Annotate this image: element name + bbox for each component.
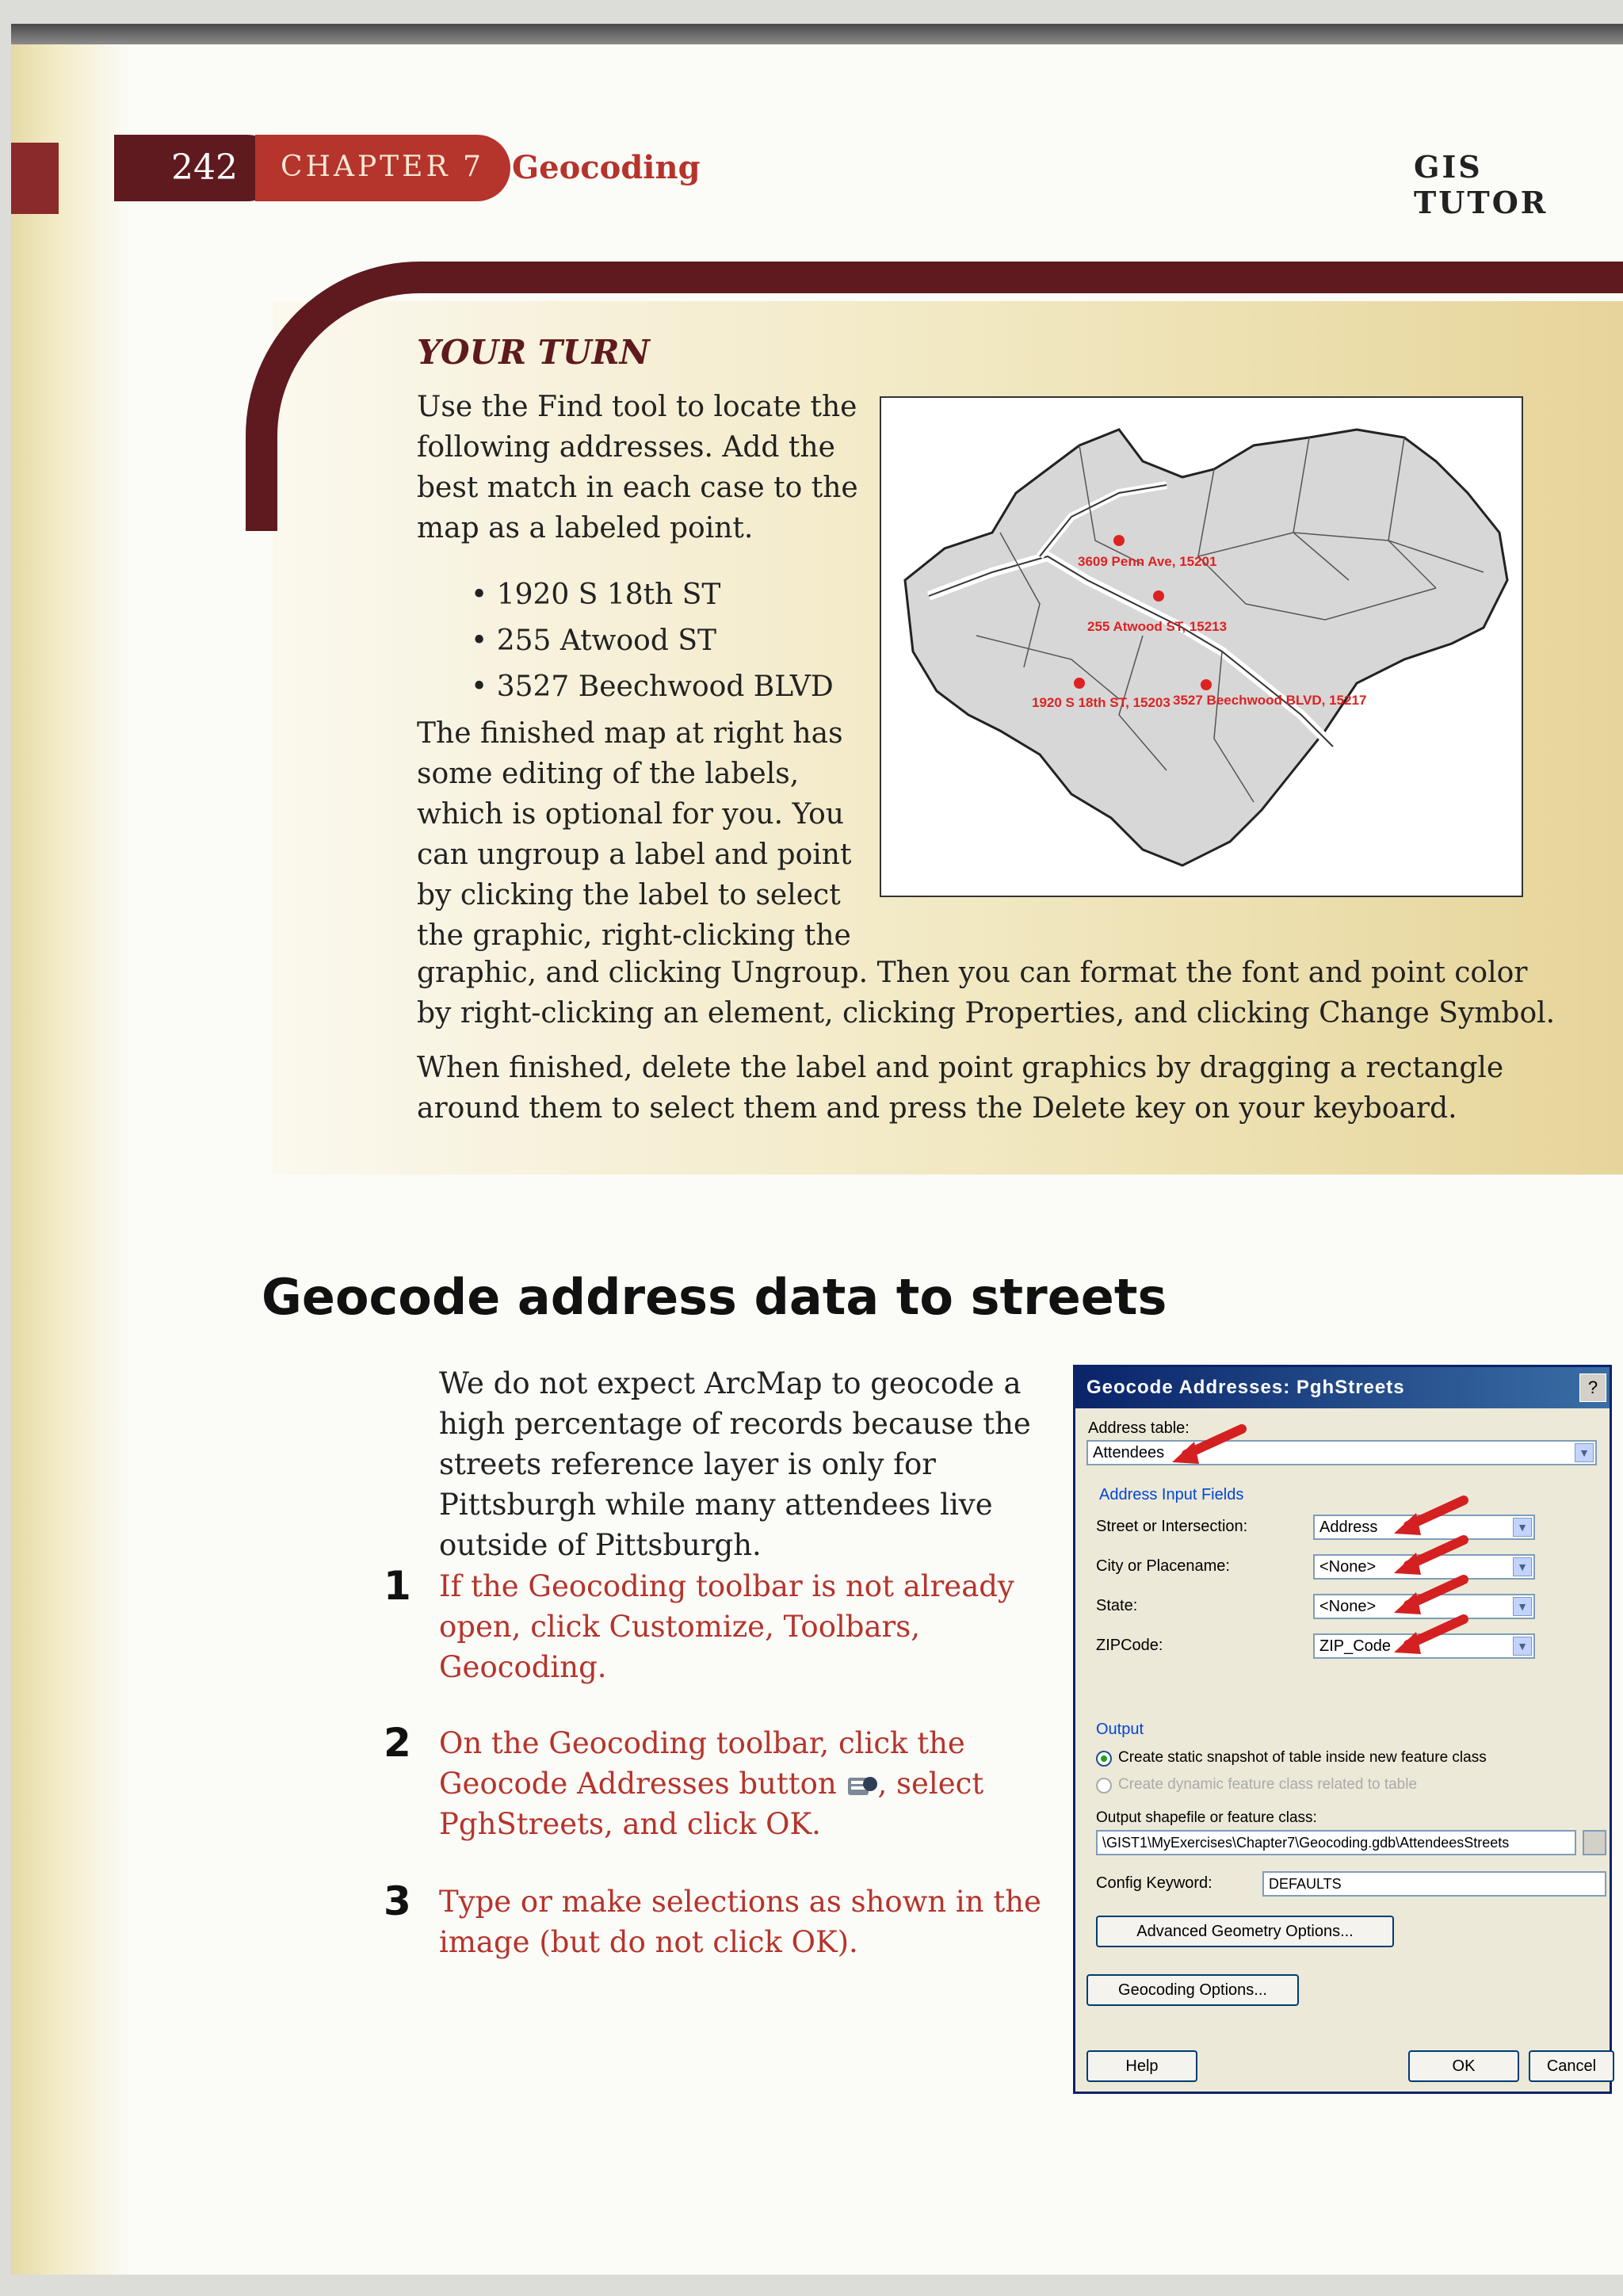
- static-snapshot-label: Create static snapshot of table inside new feature class: [1118, 1749, 1487, 1766]
- step-number: 3: [384, 1878, 411, 1924]
- step-number: 2: [384, 1720, 411, 1766]
- field-value: ZIP_Code: [1319, 1637, 1392, 1655]
- map-label: 255 Atwood ST, 15213: [1087, 619, 1228, 634]
- step-text: [439, 1723, 1041, 1844]
- map-label: 3527 Beechwood BLVD, 15217: [1173, 693, 1367, 708]
- annotation-arrow-icon: [1163, 1423, 1250, 1470]
- pittsburgh-map: [880, 396, 1523, 897]
- input-fields-group-label: Address Input Fields: [1099, 1486, 1244, 1503]
- dialog-title: Geocode Addresses: PghStreets: [1086, 1377, 1405, 1398]
- help-icon[interactable]: ?: [1579, 1373, 1606, 1402]
- your-turn-paragraph-1b: graphic, and clicking Ungroup. Then you can format the font and point color by right-clicking an element, clicking Properties, and clicking Change Symbol.: [417, 957, 1556, 1030]
- field-label: Street or Intersection:: [1096, 1518, 1248, 1535]
- field-label: ZIPCode:: [1096, 1637, 1163, 1654]
- chapter-tab: [255, 135, 510, 201]
- chapter-name: Geocoding: [512, 149, 701, 186]
- geocode-addresses-dialog: [1073, 1365, 1612, 2094]
- geocode-addresses-button-icon: [846, 1773, 878, 1800]
- geocoding-options-button[interactable]: Geocoding Options...: [1086, 1974, 1299, 2006]
- cancel-button[interactable]: Cancel: [1529, 2050, 1614, 2082]
- step-number: 1: [384, 1563, 411, 1609]
- address-table-label: Address table:: [1088, 1419, 1190, 1437]
- step-text: If the Geocoding toolbar is not already open, click Customize, Toolbars, Geocoding.: [439, 1569, 1014, 1684]
- page-tab-marker: [11, 143, 59, 214]
- page-top-edge: [11, 24, 1623, 44]
- map-point: [1153, 590, 1164, 602]
- output-label: Output shapefile or feature class:: [1096, 1809, 1317, 1826]
- chevron-down-icon[interactable]: ▼: [1513, 1597, 1532, 1616]
- step-text-part-b: , select PghStreets, and click OK.: [439, 1767, 984, 1841]
- annotation-arrow-icon: [1384, 1613, 1472, 1660]
- config-keyword-field[interactable]: DEFAULTS: [1262, 1871, 1606, 1897]
- address-table-value: Attendees: [1093, 1444, 1165, 1461]
- ok-button[interactable]: OK: [1408, 2050, 1519, 2082]
- section-body: We do not expect ArcMap to geocode a high percentage of records because the streets reference layer is only for Pittsburgh while many attendees live outside of Pittsburgh.: [439, 1366, 1031, 1562]
- chevron-down-icon[interactable]: ▼: [1513, 1637, 1532, 1656]
- config-keyword-label: Config Keyword:: [1096, 1874, 1212, 1892]
- static-snapshot-radio[interactable]: [1096, 1751, 1112, 1767]
- dynamic-class-radio[interactable]: [1096, 1778, 1112, 1794]
- page-number: 242: [171, 147, 238, 188]
- field-value: <None>: [1319, 1598, 1377, 1615]
- field-value: <None>: [1319, 1558, 1377, 1576]
- neighborhood-map-svg: [881, 398, 1522, 896]
- help-button[interactable]: Help: [1086, 2050, 1197, 2082]
- your-turn-title: YOUR TURN: [417, 333, 650, 372]
- map-point: [1113, 535, 1125, 546]
- step-text-part-a: On the Geocoding toolbar, click the Geocode Addresses button: [439, 1726, 965, 1801]
- address-item: • 3527 Beechwood BLVD: [471, 664, 834, 710]
- advanced-geometry-options-button[interactable]: Advanced Geometry Options...: [1096, 1916, 1394, 1947]
- your-turn-paragraph-1a: The finished map at right has some editing of the labels, which is optional for you. You can ungroup a label and point by clicking the label to select the graphic, right-clicking the: [417, 717, 852, 952]
- output-path-field[interactable]: \GIST1\MyExercises\Chapter7\Geocoding.gdb\AttendeesStreets: [1096, 1830, 1576, 1855]
- output-group-label: Output: [1096, 1721, 1144, 1738]
- page-gutter-shading: [11, 44, 130, 2275]
- chapter-label: CHAPTER 7: [281, 151, 484, 183]
- field-label: City or Placename:: [1096, 1557, 1230, 1575]
- map-label: 3609 Penn Ave, 15201: [1078, 554, 1217, 569]
- section-heading: Geocode address data to streets: [262, 1268, 1167, 1326]
- map-point: [1074, 678, 1085, 689]
- chevron-down-icon[interactable]: ▼: [1513, 1518, 1532, 1537]
- field-value: Address: [1319, 1519, 1378, 1536]
- address-item: • 255 Atwood ST: [471, 618, 834, 664]
- chevron-down-icon[interactable]: ▼: [1575, 1443, 1594, 1462]
- field-label: State:: [1096, 1597, 1138, 1614]
- map-label: 1920 S 18th ST, 15203: [1032, 695, 1170, 710]
- your-turn-paragraph-2: When finished, delete the label and point graphics by dragging a rectangle around them to select them and press the Delete key on your keyboard.: [417, 1052, 1504, 1125]
- map-point: [1201, 679, 1212, 690]
- book-page: [11, 24, 1623, 2275]
- dynamic-class-label: Create dynamic feature class related to table: [1118, 1776, 1418, 1793]
- address-list: [471, 572, 834, 710]
- folder-icon[interactable]: [1583, 1830, 1606, 1855]
- book-title: GIS TUTOR: [1414, 149, 1549, 220]
- address-item: • 1920 S 18th ST: [471, 572, 834, 618]
- step-text: Type or make selections as shown in the image (but do not click OK).: [439, 1885, 1041, 1959]
- dialog-title-bar: [1075, 1367, 1610, 1408]
- chevron-down-icon[interactable]: ▼: [1513, 1557, 1532, 1576]
- your-turn-intro: Use the Find tool to locate the following addresses. Add the best match in each case to the map as a labeled point.: [417, 391, 858, 544]
